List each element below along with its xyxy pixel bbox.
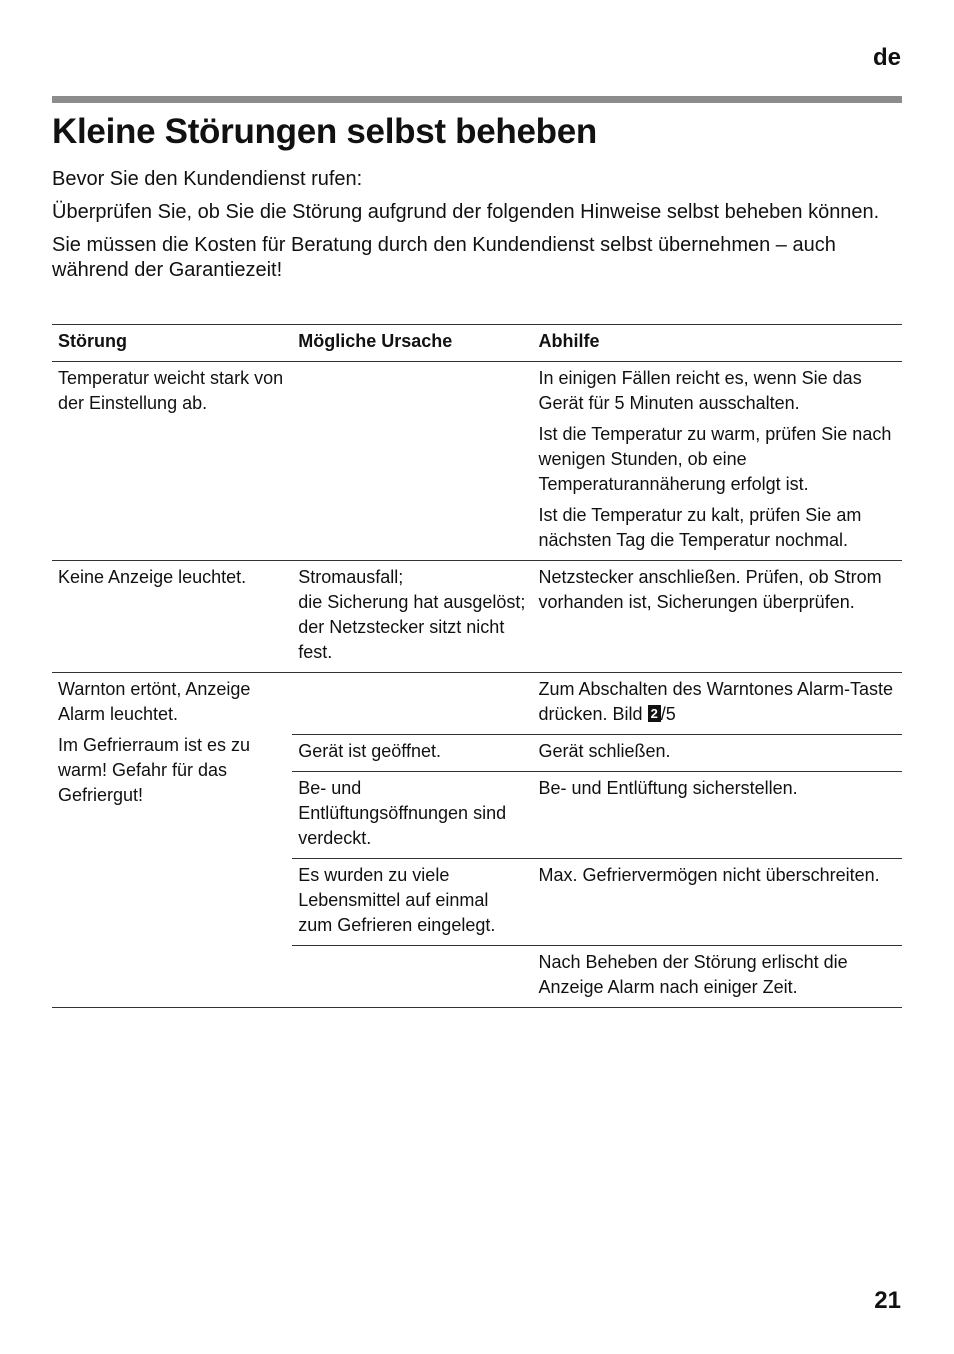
abhilfe-cell: Max. Gefriervermögen nicht überschreiten.	[533, 859, 903, 946]
figure-number-badge: 2	[648, 705, 661, 722]
intro-text	[52, 167, 902, 291]
abhilfe-text: Zum Abschalten des Warntones Alarm-Taste drücken. Bild	[538, 679, 893, 724]
intro-paragraph: Bevor Sie den Kundendienst rufen:	[52, 168, 363, 190]
abhilfe-cell: Gerät schließen.	[533, 735, 903, 772]
ursache-line: der Netzstecker sitzt nicht fest.	[298, 617, 505, 662]
ursache-cell: Be- und Entlüftungsöffnungen sind verdeckt.	[292, 772, 532, 859]
ursache-cell	[292, 673, 532, 735]
abhilfe-paragraph: In einigen Fällen reicht es, wenn Sie das Gerät für 5 Minuten ausschalten.	[538, 368, 862, 413]
abhilfe-cell	[533, 362, 903, 561]
abhilfe-cell	[533, 673, 903, 735]
stoerung-cell: Temperatur weicht stark von der Einstellung ab.	[58, 368, 284, 413]
abhilfe-paragraph: Ist die Temperatur zu warm, prüfen Sie nach wenigen Stunden, ob eine Temperaturannäherung erfolgt ist.	[538, 424, 892, 494]
intro-paragraph: Überprüfen Sie, ob Sie die Störung aufgrund der folgenden Hinweise selbst beheben können.	[52, 201, 880, 223]
table-row	[52, 362, 902, 561]
column-header-ursache: Mögliche Ursache	[298, 331, 453, 351]
header-rule	[52, 96, 902, 103]
stoerung-paragraph: Warnton ertönt, Anzeige Alarm leuchtet.	[58, 679, 251, 724]
abhilfe-paragraph: Ist die Temperatur zu kalt, prüfen Sie am nächsten Tag die Temperatur nochmal.	[538, 505, 862, 550]
troubleshooting-table	[52, 324, 902, 1008]
page-title: Kleine Störungen selbst beheben	[52, 112, 597, 151]
ursache-cell	[292, 946, 532, 1008]
ursache-cell: Gerät ist geöffnet.	[292, 735, 532, 772]
stoerung-cell: Keine Anzeige leuchtet.	[58, 567, 247, 587]
ursache-cell	[292, 362, 532, 561]
table-row	[52, 673, 902, 735]
page-number: 21	[874, 1287, 901, 1314]
figure-subref: /5	[660, 704, 676, 724]
intro-paragraph: Sie müssen die Kosten für Beratung durch den Kundendienst selbst übernehmen – auch während der Garantiezeit!	[52, 234, 836, 281]
ursache-line: die Sicherung hat ausgelöst;	[298, 592, 526, 612]
ursache-cell	[292, 561, 532, 673]
abhilfe-cell: Nach Beheben der Störung erlischt die Anzeige Alarm nach einiger Zeit.	[533, 946, 903, 1008]
ursache-line: Stromausfall;	[298, 567, 404, 587]
abhilfe-cell: Be- und Entlüftung sicherstellen.	[533, 772, 903, 859]
column-header-stoerung: Störung	[58, 331, 127, 351]
language-label: de	[872, 44, 901, 71]
stoerung-cell	[52, 673, 292, 1008]
ursache-cell: Es wurden zu viele Lebensmittel auf einmal zum Gefrieren eingelegt.	[292, 859, 532, 946]
stoerung-paragraph: Im Gefrierraum ist es zu warm! Gefahr für das Gefriergut!	[58, 735, 251, 805]
table-header-row	[52, 325, 902, 362]
column-header-abhilfe: Abhilfe	[538, 331, 600, 351]
table-row	[52, 561, 902, 673]
abhilfe-cell: Netzstecker anschließen. Prüfen, ob Strom vorhanden ist, Sicherungen überprüfen.	[538, 567, 882, 612]
